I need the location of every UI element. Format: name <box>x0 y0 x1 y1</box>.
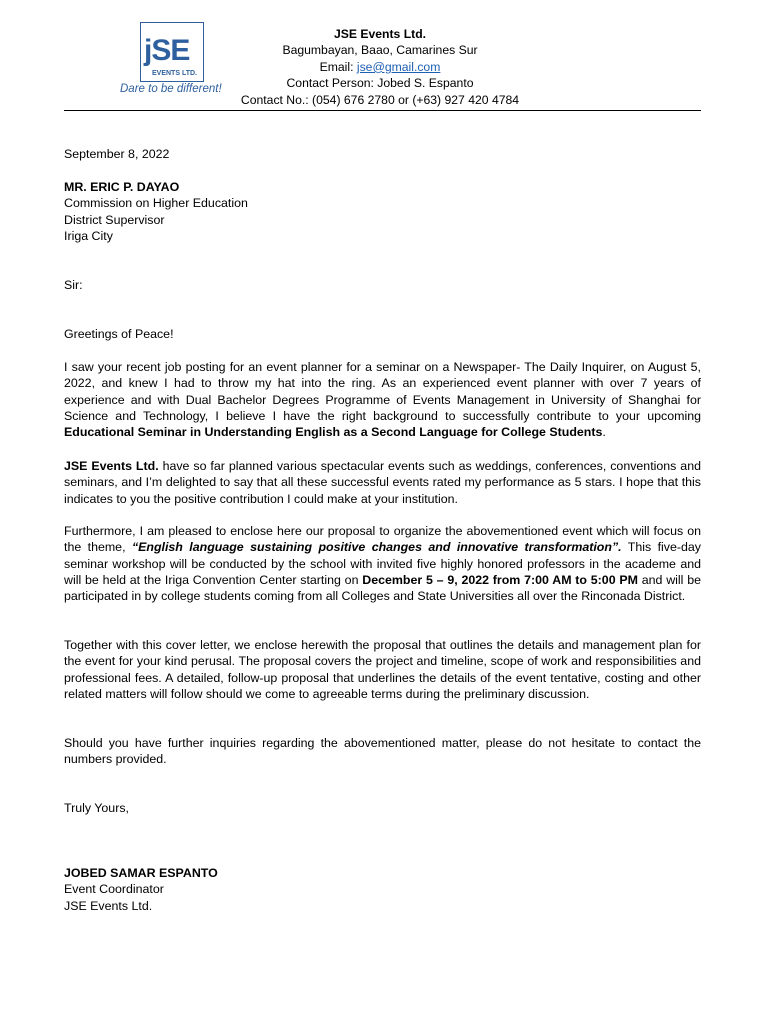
letter-date: September 8, 2022 <box>64 147 170 161</box>
email-link[interactable]: jse@gmail.com <box>356 59 441 74</box>
event-dates: December 5 – 9, 2022 from 7:00 AM to 5:00 PM <box>362 572 638 587</box>
contact-person: Contact Person: Jobed S. Espanto <box>286 76 474 91</box>
recipient-line-3: Iriga City <box>64 228 113 243</box>
paragraph-1-end: . <box>602 425 606 440</box>
seminar-title: Educational Seminar in Understanding English as a Second Language for College Students <box>64 425 603 440</box>
greeting: Greetings of Peace! <box>64 327 174 341</box>
company-mention: JSE Events Ltd. <box>64 459 159 473</box>
signature-block <box>64 865 701 914</box>
contact-number: Contact No.: (054) 676 2780 or (+63) 927 420 4784 <box>240 92 520 107</box>
paragraph-1-text: I saw your recent job posting for an event planner for a seminar on a Newspaper- The Daily Inquirer, on August 5, 2022, and knew I had to throw my hat into the ring. As an experienced event planner with over 7 years of experience and with Dual Bachelor Degrees Programme of Events Management in University of Shanghai for Science and Technology, I believe I have the right background to successfully contribute to your upcoming <box>64 360 701 423</box>
event-theme: “English language sustaining positive changes and innovative transformation”. <box>131 540 622 555</box>
paragraph-3-text-1: Furthermore, I am pleased to enclose here our proposal to organize the abovementioned event which will focus on the theme, <box>64 524 701 555</box>
logo-mark: jSE <box>144 34 190 67</box>
recipient-name: MR. ERIC P. DAYAO <box>64 180 180 194</box>
paragraph-5: Should you have further inquiries regarding the abovementioned matter, please do not hesitate to contact the numbers provided. <box>64 736 701 767</box>
salutation: Sir: <box>64 278 83 292</box>
letterhead <box>230 26 530 108</box>
paragraph-3-text-2: This five-day seminar workshop will be conducted by the school with invited five highly honored professors in the academe and will be held at the Iriga Convention Center starting on <box>64 540 701 587</box>
closing: Truly Yours, <box>64 801 129 815</box>
signer-name: JOBED SAMAR ESPANTO <box>64 866 218 880</box>
recipient-line-1: Commission on Higher Education <box>64 196 248 211</box>
signer-title: Event Coordinator <box>64 882 164 897</box>
paragraph-3 <box>64 523 701 604</box>
recipient-block <box>64 179 701 244</box>
email-label: Email: <box>319 59 357 74</box>
letterhead-divider <box>64 110 701 111</box>
paragraph-4: Together with this cover letter, we enclose herewith the proposal that outlines the details and management plan for the event for your kind perusal. The proposal covers the project and timeline, scope of work and responsibilities and professional fees. A detailed, follow-up proposal that underlines the details of the event tentative, costing and other related matters will follow should we come to agreeable terms during the preliminary discussion. <box>64 638 701 701</box>
company-logo <box>114 22 228 98</box>
paragraph-3-text-3: and will be participated in by college students coming from all Colleges and State Universities all over the Rinconada District. <box>64 572 701 604</box>
company-address: Bagumbayan, Baao, Camarines Sur <box>282 43 478 58</box>
company-name: JSE Events Ltd. <box>333 27 427 41</box>
paragraph-2 <box>64 458 701 507</box>
logo-tagline: Dare to be different! <box>120 83 222 95</box>
paragraph-2-text: have so far planned various spectacular events such as weddings, conferences, conventions and seminars, and I’m delighted to say that all these successful events rated my performance as 5 stars. I hope that this indicates to you the positive contribution I could make at your institution. <box>64 459 701 506</box>
signer-org: JSE Events Ltd. <box>64 898 153 913</box>
recipient-line-2: District Supervisor <box>64 212 165 227</box>
email-line <box>230 59 530 75</box>
logo-subtitle: EVENTS LTD. <box>152 70 197 77</box>
paragraph-1 <box>64 359 701 440</box>
